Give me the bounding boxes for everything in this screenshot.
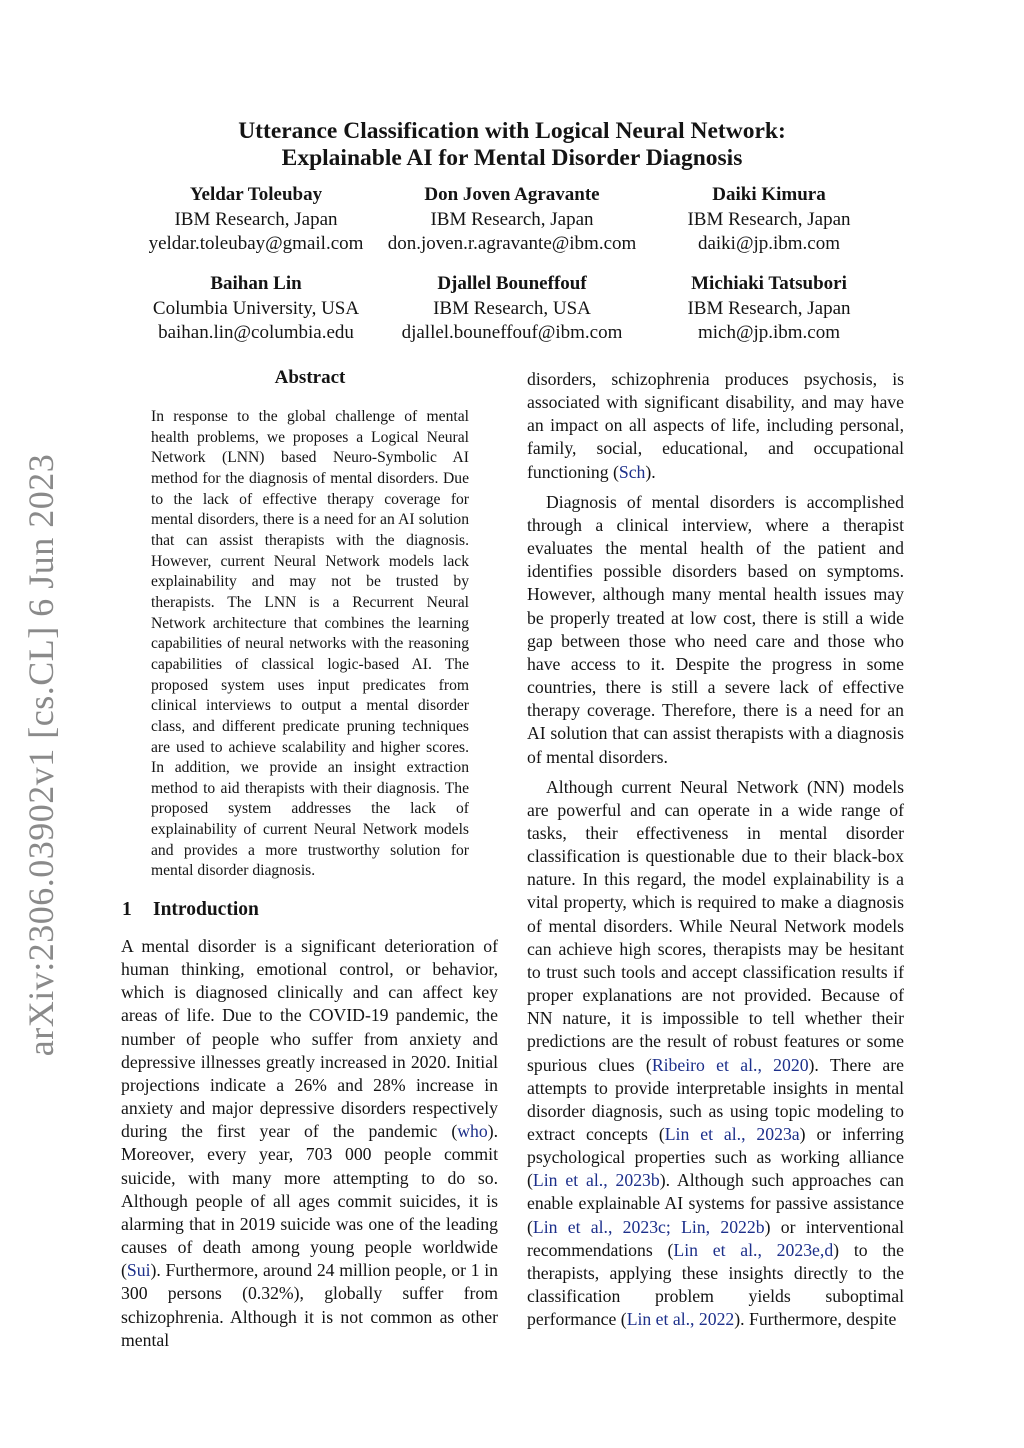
paragraph — [527, 776, 904, 1332]
paragraph: Diagnosis of mental disorders is accomplished through a clinical interview, where a therapist evaluates the mental health of the patient and identifies possible disorders based on symptoms. However, although many mental health issues may be properly treated at low cost, there is still a wide gap between those who need care and those who have access to it. Despite the progress in some countries, there is still a severe lack of effective therapy coverage. Therefore, there is a need for an AI solution that can assist therapists with a diagnosis of mental disorders. — [527, 491, 904, 767]
text-run: ). Although such approaches can enable explainable AI systems for passive assistance ( — [527, 1170, 904, 1237]
paper-title — [120, 118, 904, 172]
author-block — [362, 183, 662, 257]
author-affiliation: IBM Research, Japan — [430, 208, 594, 230]
citation-link[interactable]: Sui — [126, 1260, 151, 1281]
citation-link[interactable]: Lin et al., 2023a — [664, 1124, 800, 1144]
author-affiliation: IBM Research, USA — [433, 297, 591, 319]
text-run: ). Furthermore, around 24 million people, or 1 in 300 persons (0.32%), globally suffer from schizophrenia. Although it is not common as other mental — [121, 1260, 498, 1350]
author-name: Don Joven Agravante — [424, 184, 600, 205]
text-run: ) or inferring psychological properties such as working alliance ( — [527, 1124, 904, 1191]
author-email[interactable]: don.joven.r.agravante@ibm.com — [387, 233, 637, 254]
abstract-text: In response to the global challenge of mental health problems, we proposes a Logical Neural Network (LNN) based Neuro-Symbolic AI method for the diagnosis of mental disorders. Due to the lack of effective therapy coverage for mental disorders, there is a need for an AI solution that can assist therapists with the diagnosis. However, current Neural Network models lack explainability and may not be trusted by therapists. The LNN is a Recurrent Neural Network architecture that combines the learning capabilities of neural networks with the reasoning capabilities of classical logic-based AI. The proposed system uses input predicates from clinical interviews to output a mental disorder class, and different predicate pruning techniques are used to achieve scalability and higher scores. In addition, we provide an insight extraction method to aid therapists with their diagnosis. The proposed system addresses the lack of explainability of current Neural Network models and provides a more trustworthy solution for mental disorder diagnosis. — [151, 408, 469, 880]
arxiv-stamp — [8, 453, 74, 1057]
author-name: Michiaki Tatsubori — [691, 273, 847, 294]
author-email[interactable]: baihan.lin@columbia.edu — [158, 322, 354, 343]
citation-link[interactable]: Sch — [618, 461, 646, 482]
citation-link[interactable]: Lin et al., 2023b — [532, 1170, 660, 1191]
citation-link[interactable]: Lin et al., 2023e,d — [673, 1239, 834, 1260]
title-line-1: Utterance Classification with Logical Neural Network: — [238, 118, 786, 144]
author-email[interactable]: djallel.bouneffouf@ibm.com — [401, 322, 623, 343]
author-name: Djallel Bouneffouf — [437, 273, 587, 294]
citation-link[interactable]: Ribeiro et al., 2020 — [651, 1054, 809, 1075]
author-block — [619, 183, 919, 257]
citation-link[interactable]: Lin et al., 2022 — [626, 1309, 735, 1330]
abstract-heading: Abstract — [274, 367, 346, 388]
section-heading — [122, 899, 502, 921]
text-run: ). — [645, 461, 656, 482]
text-run: ). Moreover, every year, 703 000 people commit suicide, with many more attempting to do so. Although people of all ages commit suicides, it is alarming that in 2019 suicide was one of the leading causes of death among young people worldwide ( — [121, 1121, 498, 1281]
author-name: Baihan Lin — [210, 273, 302, 294]
author-email[interactable]: daiki@jp.ibm.com — [697, 233, 841, 254]
text-run: Although current Neural Network (NN) models are powerful and can operate in a wide range of tasks, their effectiveness in mental disorder classification is questionable due to their black-box nature. In this regard, the model explainability is a vital property, which is required to make a diagnosis of mental disorders. While Neural Network models can achieve high scores, therapists may be hesitant to trust such tools and accept classification results if proper explanations are not provided. Because of NN nature, it is impossible to tell whether their predictions are the result of robust features or some spurious clues ( — [527, 776, 904, 1075]
author-affiliation: IBM Research, Japan — [687, 297, 851, 319]
arxiv-id-text: arXiv:2306.03902v1 [cs.CL] 6 Jun 2023 — [21, 453, 62, 1057]
author-affiliation: IBM Research, Japan — [174, 208, 338, 230]
title-line-2: Explainable AI for Mental Disorder Diagnosis — [281, 145, 743, 171]
author-affiliation: Columbia University, USA — [152, 297, 360, 319]
citation-link[interactable]: Lin et al., 2023c; Lin, 2022b — [532, 1216, 765, 1237]
citation-link[interactable]: who — [457, 1121, 488, 1142]
paragraph — [527, 368, 904, 484]
right-column — [527, 368, 904, 1331]
section-title: Introduction — [153, 899, 259, 920]
text-run: ). Furthermore, despite — [734, 1309, 897, 1330]
author-block — [362, 272, 662, 346]
paragraph — [121, 935, 498, 1352]
author-email[interactable]: mich@jp.ibm.com — [697, 322, 841, 343]
author-email[interactable]: yeldar.toleubay@gmail.com — [148, 233, 364, 254]
left-column — [121, 935, 498, 1352]
text-run: ) or interventional recommendations ( — [527, 1216, 904, 1260]
text-run: ) to the therapists, applying these insights directly to the classification problem yields suboptimal performance ( — [527, 1239, 904, 1330]
author-affiliation: IBM Research, Japan — [687, 208, 851, 230]
author-block — [106, 183, 406, 257]
author-name: Yeldar Toleubay — [189, 184, 323, 205]
author-name: Daiki Kimura — [712, 184, 826, 205]
author-block — [619, 272, 919, 346]
text-run: disorders, schizophrenia produces psychosis, is associated with significant disability, and may have an impact on all aspects of life, including personal, family, social, educational, and occupational functioning ( — [527, 369, 904, 482]
section-number: 1 — [122, 899, 132, 920]
text-run: ). There are attempts to provide interpretable insights in mental disorder diagnosis, such as using topic modeling to extract concepts ( — [527, 1054, 904, 1144]
author-block — [106, 272, 406, 346]
text-run: A mental disorder is a significant deterioration of human thinking, emotional control, or behavior, which is diagnosed clinically and can affect key areas of life. Due to the COVID-19 pandemic, the number of people who suffer from anxiety and depressive illnesses greatly increased in 2020. Initial projections indicate a 26% and 28% increase in anxiety and major depressive disorders respectively during the first year of the pandemic ( — [121, 936, 498, 1142]
